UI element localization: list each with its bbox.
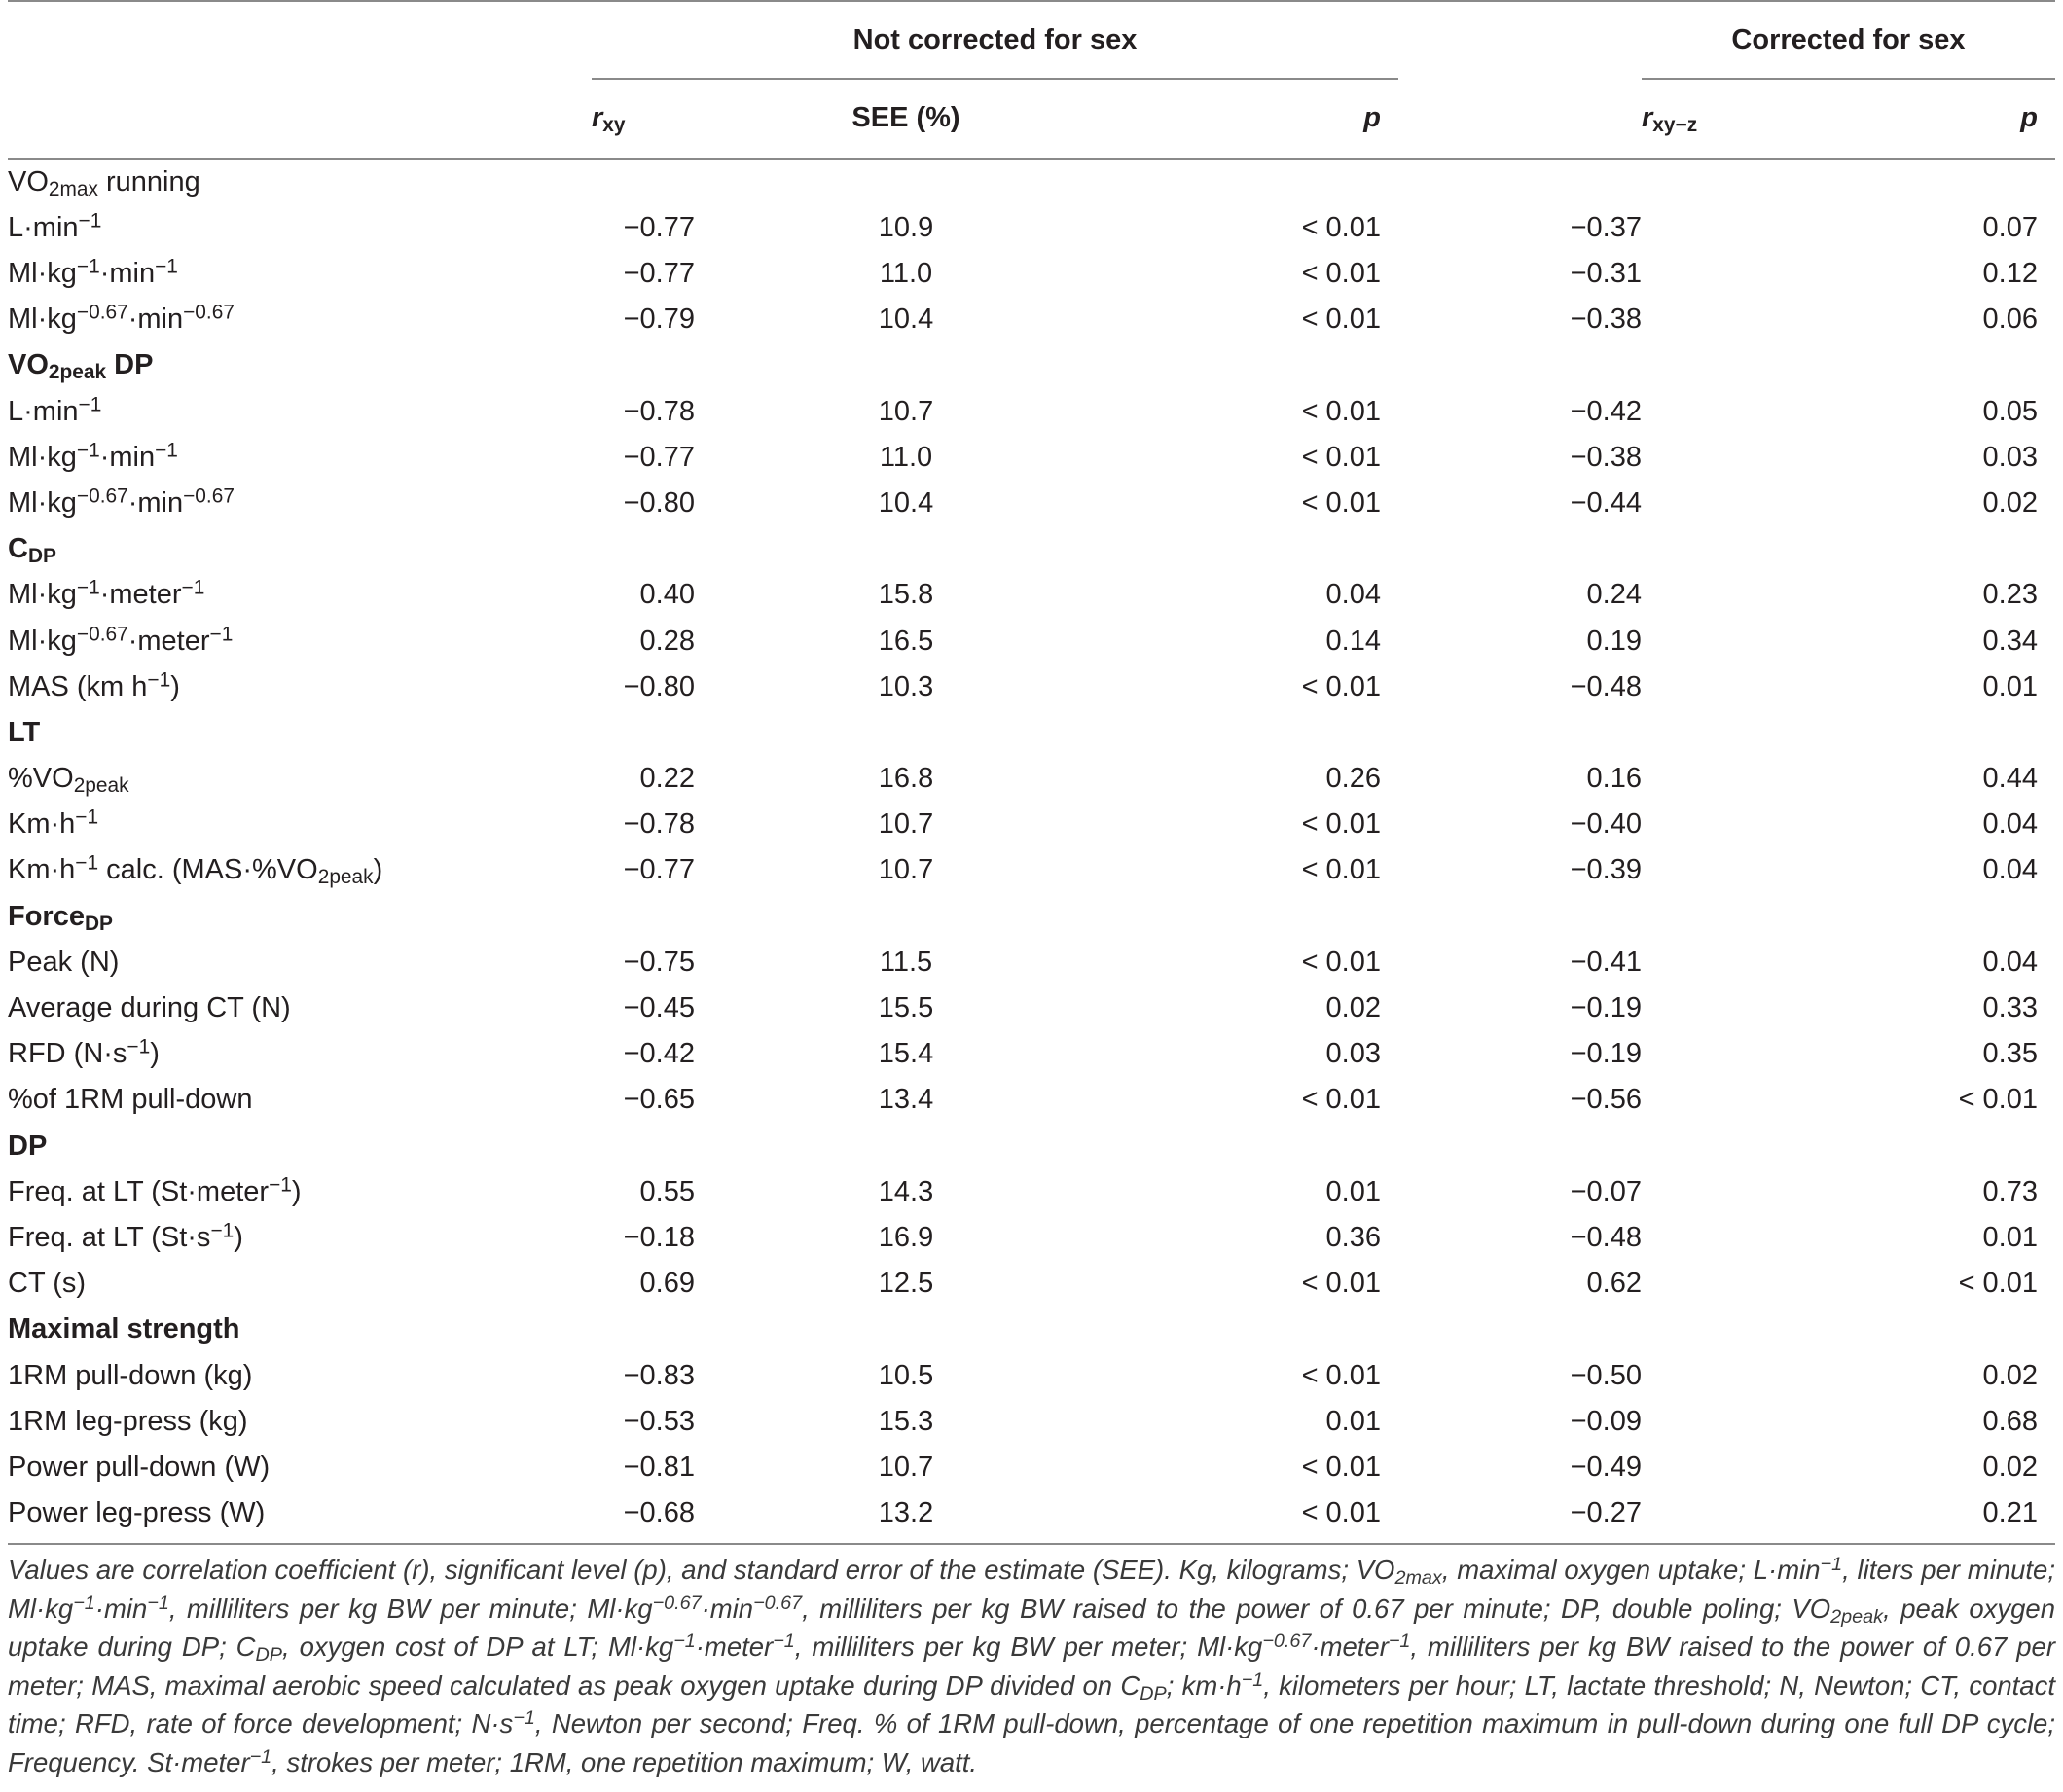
- cell-rxyz: −0.50: [1570, 1359, 1642, 1391]
- table-row: [8, 1078, 2055, 1124]
- cell-see: 10.7: [878, 808, 934, 841]
- cell-p2: 0.04: [1982, 854, 2038, 886]
- cell-rxyz: −0.38: [1570, 441, 1642, 473]
- cell-see: 14.3: [878, 1175, 934, 1207]
- cell-rxy: −0.78: [623, 395, 695, 427]
- cell-rxyz: −0.42: [1570, 395, 1642, 427]
- column-header-row: [8, 80, 2055, 159]
- row-label: Power leg-press (W): [8, 1497, 266, 1529]
- cell-p2: 0.68: [1982, 1405, 2038, 1437]
- cell-p2: 0.21: [1982, 1497, 2038, 1529]
- cell-see: 10.4: [878, 304, 934, 336]
- row-label: Power pull-down (W): [8, 1451, 271, 1483]
- section-header-row: [8, 1308, 2055, 1353]
- cell-p2: 0.05: [1982, 395, 2038, 427]
- cell-see: 15.4: [878, 1038, 934, 1070]
- cell-p2: < 0.01: [1958, 1268, 2038, 1300]
- cell-p: < 0.01: [1301, 486, 1381, 519]
- table-row: [8, 756, 2055, 802]
- cell-p2: 0.04: [1982, 946, 2038, 978]
- table-row: [8, 1353, 2055, 1399]
- cell-spacer: [1642, 251, 1752, 297]
- cell-rxyz: −0.27: [1570, 1497, 1642, 1529]
- table-footnote: Values are correlation coefficient (r), significant level (p), and standard error of the estimate (SEE). Kg, kilograms; $VO_{2max}$, maximal oxygen uptake; $L\cdot\min^{-1}$, liters per minute; $Ml\cdot kg^{-1}\cdot\min^{-1}$, milliliters per kg BW per minute; $Ml\cdot kg^{-0.67}\cdot\min^{-0.67}$, milliliters per kg BW raised to the power of 0.67 per minute; DP, double poling; $VO_{2peak}$, peak oxygen uptake during DP; $C_{DP}$, oxygen cost of DP at LT; $Ml\cdot kg^{-1}\cdot meter^{-1}$, milliliters per kg BW per meter; $Ml\cdot kg^{-0.67}\cdot meter^{-1}$, milliliters per kg BW raised to the power of 0.67 per meter; MAS, maximal aerobic speed calculated as peak oxygen uptake during DP divided on $C_{DP}$; $km\cdot h^{-1}$, kilometers per hour; LT, lactate threshold; N, Newton; CT, contact time; RFD, rate of force development; $N\cdot s^{-1}$, Newton per second; Freq. % of 1RM pull-down, percentage of one repetition maximum in pull-down during one full DP cycle; Frequency. St·meter$^{-1}$, strokes per meter; 1RM, one repetition maximum; W, watt.: [8, 1554, 2055, 1777]
- row-label: $Ml\cdot kg^{-1}\cdot meter^{-1}$: [8, 576, 205, 611]
- table-row: [8, 573, 2055, 619]
- cell-spacer: [1642, 1215, 1752, 1261]
- section-header-row: [8, 1124, 2055, 1169]
- cell-spacer: [1642, 1353, 1752, 1399]
- cell-rxyz: −0.38: [1570, 304, 1642, 336]
- cell-rxy: 0.69: [639, 1268, 695, 1300]
- table-row: [8, 481, 2055, 526]
- cell-rxyz: −0.31: [1570, 258, 1642, 290]
- cell-p: 0.26: [1325, 763, 1381, 795]
- group-header-not-corrected: Not corrected for sex: [592, 2, 1398, 80]
- table-row: [8, 1445, 2055, 1490]
- section-title: Force$_{DP}$: [8, 900, 113, 935]
- cell-spacer: [1642, 1169, 1752, 1215]
- cell-see: 10.3: [878, 670, 934, 702]
- cell-spacer: [1642, 1262, 1752, 1308]
- section-title: $VO_{2peak}$ DP: [8, 349, 154, 384]
- section-header-row: [8, 160, 2055, 205]
- cell-p2: 0.01: [1982, 1221, 2038, 1253]
- cell-rxy: −0.42: [623, 1038, 695, 1070]
- cell-p: 0.04: [1325, 579, 1381, 611]
- table-row: [8, 619, 2055, 664]
- cell-see: 10.7: [878, 395, 934, 427]
- row-label: $Ml\cdot kg^{-0.67}\cdot meter^{-1}$: [8, 623, 234, 657]
- cell-spacer: [1642, 435, 1752, 481]
- cell-p: < 0.01: [1301, 1497, 1381, 1529]
- row-label: 1RM pull-down (kg): [8, 1359, 253, 1391]
- cell-see: 16.9: [878, 1221, 934, 1253]
- cell-see: 10.7: [878, 854, 934, 886]
- cell-rxy: −0.18: [623, 1221, 695, 1253]
- table-row: [8, 1169, 2055, 1215]
- cell-rxy: −0.45: [623, 992, 695, 1024]
- row-label: $L\cdot\min^{-1}$: [8, 209, 102, 243]
- cell-rxyz: −0.19: [1570, 1038, 1642, 1070]
- cell-rxyz: −0.40: [1570, 808, 1642, 841]
- cell-rxy: −0.83: [623, 1359, 695, 1391]
- cell-spacer: [1642, 1490, 1752, 1536]
- cell-p: < 0.01: [1301, 808, 1381, 841]
- cell-p2: 0.44: [1982, 763, 2038, 795]
- col-header-rxy: $r_{xy}$: [592, 102, 626, 137]
- cell-p: < 0.01: [1301, 1451, 1381, 1483]
- cell-rxyz: −0.37: [1570, 211, 1642, 243]
- cell-rxyz: −0.49: [1570, 1451, 1642, 1483]
- cell-see: 10.4: [878, 486, 934, 519]
- table-body: [8, 160, 2055, 1537]
- cell-rxy: −0.77: [623, 211, 695, 243]
- cell-p2: 0.03: [1982, 441, 2038, 473]
- table-row: [8, 803, 2055, 848]
- cell-p: < 0.01: [1301, 854, 1381, 886]
- cell-see: 15.8: [878, 579, 934, 611]
- cell-p2: 0.06: [1982, 304, 2038, 336]
- row-label: $\%VO_{2peak}$: [8, 763, 129, 798]
- table-row: [8, 251, 2055, 297]
- cell-p2: 0.02: [1982, 1451, 2038, 1483]
- section-title: $C_{DP}$: [8, 533, 56, 568]
- table-row: [8, 940, 2055, 986]
- cell-see: 13.2: [878, 1497, 934, 1529]
- row-label: 1RM leg-press (kg): [8, 1405, 248, 1437]
- cell-spacer: [1642, 664, 1752, 710]
- col-header-rxyz: $r_{xy-z}$: [1642, 102, 1698, 137]
- cell-p2: 0.33: [1982, 992, 2038, 1024]
- row-label: $Ml\cdot kg^{-1}\cdot\min^{-1}$: [8, 439, 178, 473]
- table-container: [8, 0, 2055, 1545]
- cell-rxyz: 0.16: [1586, 763, 1642, 795]
- cell-rxy: 0.28: [639, 625, 695, 657]
- section-title: Maximal strength: [8, 1313, 240, 1345]
- row-label: %of 1RM pull-down: [8, 1084, 253, 1116]
- cell-p: 0.03: [1325, 1038, 1381, 1070]
- cell-rxyz: −0.09: [1570, 1405, 1642, 1437]
- row-label: $Ml\cdot kg^{-0.67}\cdot\min^{-0.67}$: [8, 484, 235, 519]
- row-label: Freq. at LT (St·meter$^{-1}$): [8, 1173, 302, 1207]
- cell-spacer: [1642, 389, 1752, 435]
- cell-p: 0.14: [1325, 625, 1381, 657]
- cell-rxy: 0.40: [639, 579, 695, 611]
- table-row: [8, 1399, 2055, 1445]
- table-row: [8, 1262, 2055, 1308]
- group-header-row: [8, 2, 2055, 80]
- cell-see: 10.5: [878, 1359, 934, 1391]
- cell-see: 15.5: [878, 992, 934, 1024]
- cell-spacer: [1642, 940, 1752, 986]
- cell-rxyz: −0.41: [1570, 946, 1642, 978]
- cell-rxyz: −0.44: [1570, 486, 1642, 519]
- table-row: [8, 848, 2055, 894]
- cell-p: < 0.01: [1301, 1359, 1381, 1391]
- table-row: [8, 435, 2055, 481]
- cell-see: 11.5: [879, 946, 933, 978]
- cell-rxyz: −0.48: [1570, 1221, 1642, 1253]
- cell-rxy: −0.53: [623, 1405, 695, 1437]
- table-row: [8, 1215, 2055, 1261]
- group-header-corrected: Corrected for sex: [1642, 2, 2055, 80]
- cell-rxy: −0.77: [623, 441, 695, 473]
- cell-p2: 0.01: [1982, 670, 2038, 702]
- table-row: [8, 1490, 2055, 1536]
- table-row: [8, 205, 2055, 251]
- table-row: [8, 664, 2055, 710]
- section-header-row: [8, 343, 2055, 389]
- cell-rxyz: 0.24: [1586, 579, 1642, 611]
- cell-p2: 0.04: [1982, 808, 2038, 841]
- cell-p: 0.02: [1325, 992, 1381, 1024]
- cell-rxy: −0.81: [623, 1451, 695, 1483]
- section-header-row: [8, 710, 2055, 756]
- col-header-see: SEE (%): [851, 102, 960, 134]
- cell-p2: 0.35: [1982, 1038, 2038, 1070]
- cell-p2: 0.73: [1982, 1175, 2038, 1207]
- cell-p2: 0.12: [1982, 258, 2038, 290]
- cell-see: 15.3: [878, 1405, 934, 1437]
- cell-p: < 0.01: [1301, 1084, 1381, 1116]
- cell-rxy: 0.55: [639, 1175, 695, 1207]
- cell-p2: 0.34: [1982, 625, 2038, 657]
- row-label: Freq. at LT $(St\cdot s^{-1})$: [8, 1219, 243, 1253]
- cell-p: 0.01: [1325, 1405, 1381, 1437]
- cell-see: 16.8: [878, 763, 934, 795]
- row-label: RFD $(N\cdot s^{-1})$: [8, 1035, 160, 1070]
- cell-spacer: [1642, 1078, 1752, 1124]
- cell-rxy: −0.68: [623, 1497, 695, 1529]
- cell-spacer: [1642, 298, 1752, 343]
- cell-p2: < 0.01: [1958, 1084, 2038, 1116]
- cell-spacer: [1642, 803, 1752, 848]
- cell-spacer: [1642, 986, 1752, 1031]
- cell-spacer: [1642, 205, 1752, 251]
- row-label: $Km\cdot h^{-1}$ calc. $(MAS\cdot\%VO_{2peak})$: [8, 852, 383, 889]
- cell-see: 13.4: [878, 1084, 934, 1116]
- cell-p2: 0.23: [1982, 579, 2038, 611]
- cell-rxyz: −0.19: [1570, 992, 1642, 1024]
- cell-rxy: −0.65: [623, 1084, 695, 1116]
- cell-rxy: −0.80: [623, 670, 695, 702]
- cell-spacer: [1642, 481, 1752, 526]
- cell-rxyz: 0.19: [1586, 625, 1642, 657]
- cell-p: 0.36: [1325, 1221, 1381, 1253]
- section-title: DP: [8, 1129, 48, 1162]
- cell-rxy: −0.75: [623, 946, 695, 978]
- cell-p: < 0.01: [1301, 946, 1381, 978]
- cell-rxy: −0.80: [623, 486, 695, 519]
- section-header-row: [8, 894, 2055, 940]
- cell-see: 12.5: [878, 1268, 934, 1300]
- cell-p2: 0.02: [1982, 1359, 2038, 1391]
- section-title: $VO_{2max}$ running: [8, 165, 200, 200]
- cell-rxy: 0.22: [639, 763, 695, 795]
- cell-p: < 0.01: [1301, 258, 1381, 290]
- row-label: Peak (N): [8, 946, 120, 978]
- cell-rxyz: −0.07: [1570, 1175, 1642, 1207]
- section-title: LT: [8, 716, 41, 748]
- table-row: [8, 298, 2055, 343]
- cell-spacer: [1642, 756, 1752, 802]
- row-label: CT (s): [8, 1268, 87, 1300]
- col-header-p: p: [1363, 102, 1381, 134]
- cell-see: 16.5: [878, 625, 934, 657]
- row-label: Average during CT (N): [8, 992, 291, 1024]
- table-row: [8, 986, 2055, 1031]
- row-label: $Ml\cdot kg^{-0.67}\cdot\min^{-0.67}$: [8, 301, 235, 336]
- cell-see: 11.0: [879, 258, 933, 290]
- cell-p: < 0.01: [1301, 395, 1381, 427]
- cell-spacer: [1642, 573, 1752, 619]
- cell-rxyz: −0.48: [1570, 670, 1642, 702]
- row-label: MAS (km $h^{-1}$): [8, 668, 180, 702]
- row-label: $Ml\cdot kg^{-1}\cdot\min^{-1}$: [8, 255, 178, 290]
- table-row: [8, 1032, 2055, 1078]
- cell-rxy: −0.78: [623, 808, 695, 841]
- cell-p: < 0.01: [1301, 304, 1381, 336]
- cell-p2: 0.07: [1982, 211, 2038, 243]
- cell-see: 10.7: [878, 1451, 934, 1483]
- cell-rxyz: −0.56: [1570, 1084, 1642, 1116]
- cell-rxyz: −0.39: [1570, 854, 1642, 886]
- cell-p: < 0.01: [1301, 211, 1381, 243]
- cell-p2: 0.02: [1982, 486, 2038, 519]
- cell-p: < 0.01: [1301, 1268, 1381, 1300]
- cell-rxy: −0.77: [623, 854, 695, 886]
- row-label: $Km\cdot h^{-1}$: [8, 806, 99, 841]
- cell-p: < 0.01: [1301, 670, 1381, 702]
- row-label: $L\cdot\min^{-1}$: [8, 393, 102, 427]
- cell-spacer: [1642, 848, 1752, 894]
- table-row: [8, 389, 2055, 435]
- cell-rxy: −0.77: [623, 258, 695, 290]
- cell-rxy: −0.79: [623, 304, 695, 336]
- cell-rxyz: 0.62: [1586, 1268, 1642, 1300]
- cell-p: 0.01: [1325, 1175, 1381, 1207]
- cell-see: 10.9: [878, 211, 934, 243]
- section-header-row: [8, 527, 2055, 573]
- cell-spacer: [1642, 619, 1752, 664]
- correlation-table: [8, 0, 2055, 1545]
- cell-spacer: [1642, 1032, 1752, 1078]
- col-header-p2: p: [2020, 102, 2038, 134]
- cell-spacer: [1642, 1399, 1752, 1445]
- cell-spacer: [1642, 1445, 1752, 1490]
- cell-see: 11.0: [879, 441, 933, 473]
- cell-p: < 0.01: [1301, 441, 1381, 473]
